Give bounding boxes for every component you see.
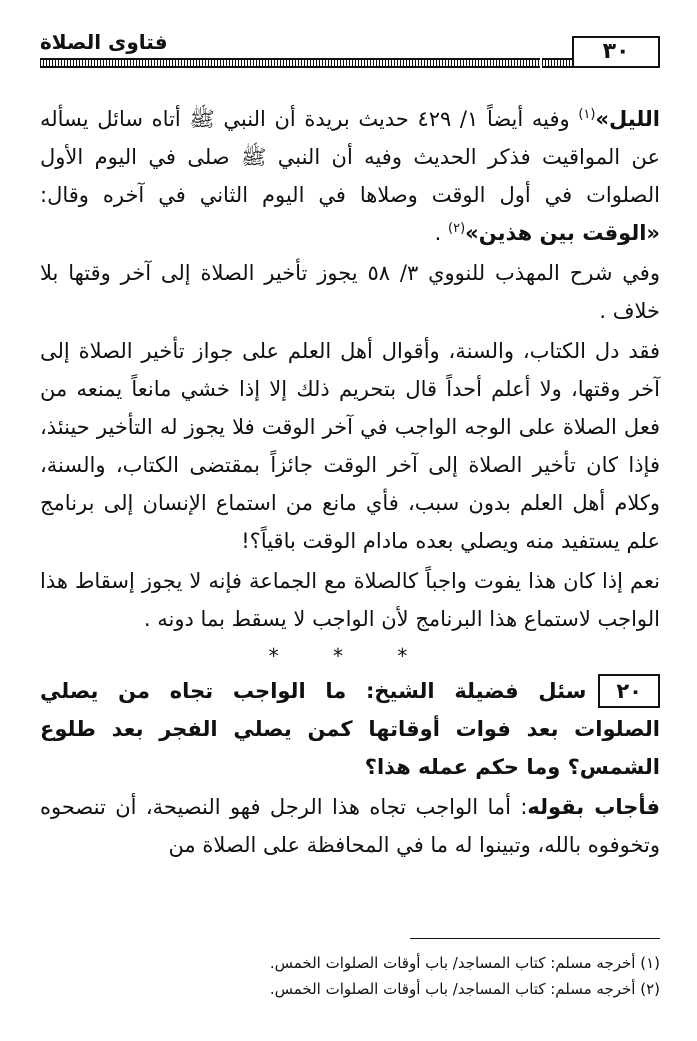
footnote-2: (٢) أخرجه مسلم: كتاب المساجد/ باب أوقات الصلوات الخمس. bbox=[269, 980, 660, 998]
paragraph-4: نعم إذا كان هذا يفوت واجباً كالصلاة مع الجماعة فإنه لا يجوز إسقاط هذا الواجب لاستماع هذا البرنامج لأن الواجب لا يسقط بما دونه . bbox=[40, 569, 660, 631]
question-number-box: ٢٠ bbox=[598, 674, 660, 708]
hadith-quote: «الوقت بين هذين» bbox=[465, 221, 660, 245]
answer-text: : أما الواجب تجاه هذا الرجل فهو النصيحة، أن تنصحوه وتخوفوه بالله، وتبينوا له ما في المحافظة على الصلاة من bbox=[40, 795, 660, 857]
footnote-1: (١) أخرجه مسلم: كتاب المساجد/ باب أوقات الصلوات الخمس. bbox=[269, 954, 660, 972]
page-header bbox=[40, 26, 660, 70]
footnote-ref-2: (٢) bbox=[448, 221, 466, 236]
book-page bbox=[40, 26, 660, 1006]
answer-lead: فأجاب بقوله bbox=[527, 795, 660, 819]
body-text bbox=[40, 100, 660, 864]
question-text: سئل فضيلة الشيخ: ما الواجب تجاه من يصلي الصلوات بعد فوات أوقاتها كمن يصلي الفجر بعد طلوع الشمس؟ وما حكم عمله هذا؟ bbox=[40, 679, 660, 779]
quote-end-word: الليل» bbox=[595, 107, 660, 131]
paragraph-1-end: . bbox=[434, 221, 449, 245]
footnote-divider bbox=[410, 938, 660, 939]
paragraph-3: فقد دل الكتاب، والسنة، وأقوال أهل العلم على جواز تأخير الصلاة إلى آخر وقتها، ولا أعلم أحداً قال بتحريم ذلك إلا إذا خشي مانعاً يمنعه من فعل الصلاة على الوجه الواجب في آخر الوقت فلا يجوز له التأخير حينئذ، فإذا كان تأخير الصلاة إلى آخر الوقت جائزاً بمقتضى الكتاب، والسنة، وكلام أهل العلم بدون سبب، فأي مانع من استماع الإنسان إلى برنامج علم يستفيد منه ويصلي بعده مادام الوقت باقياً؟! bbox=[40, 339, 660, 553]
header-rule-short bbox=[542, 58, 572, 68]
paragraph-1 bbox=[40, 100, 660, 252]
footnotes bbox=[40, 950, 660, 1002]
answer-paragraph bbox=[40, 788, 660, 864]
paragraph-1-text: وفيه أيضاً ١/ ٤٢٩ حديث بريدة أن النبي ﷺ أتاه سائل يسأله عن المواقيت فذكر الحديث وفيه أن النبي ﷺ صلى في اليوم الأول الصلوات في أول الوقت وصلاها في اليوم الثاني في آخره وقال: bbox=[40, 107, 660, 207]
paragraph-2: وفي شرح المهذب للنووي ٣/ ٥٨ يجوز تأخير الصلاة إلى آخر وقتها بلا خلاف . bbox=[40, 261, 660, 323]
section-separator: * * * bbox=[268, 644, 432, 668]
running-title: فتاوى الصلاة bbox=[40, 30, 168, 54]
page-number: ٣٠ bbox=[572, 36, 660, 68]
footnote-ref-1: (١) bbox=[578, 107, 596, 122]
question-paragraph bbox=[40, 672, 660, 786]
header-rule bbox=[40, 58, 540, 68]
